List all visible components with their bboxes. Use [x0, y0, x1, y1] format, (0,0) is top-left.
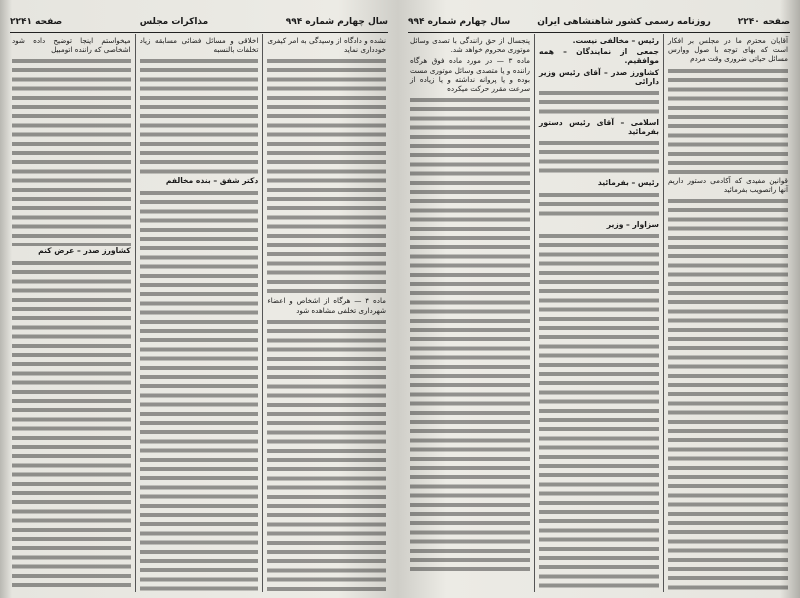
column [406, 34, 534, 592]
speaker-heading: کشاورز صدر – آقای رئیس وزیر دارائی [539, 67, 659, 86]
column [663, 34, 792, 592]
text-block [539, 138, 659, 178]
paragraph: ماده ۳ — در مورد ماده فوق هرگاه راننده و یا متصدی وسائل موتوری مست بوده و یا پروانه نداشته و یا زیاده از سرعت مقرر حرکت میکرده [410, 56, 530, 94]
paragraph: پنجسال از حق رانندگی با تصدی وسائل موتوری محروم خواهد شد. [410, 36, 530, 55]
speaker-heading: اسلامی – آقای رئیس دستور بفرمائید [539, 118, 659, 137]
right-page-columns [406, 34, 792, 592]
paragraph: ماده ۴ — هرگاه از اشخاص و اعضاء شهرداری تخلفی مشاهده شود [267, 296, 386, 315]
paragraph: قوانین مفیدی که آکادمی دستور داریم آنها راتصویب بفرمائید [668, 175, 788, 194]
text-block [267, 56, 386, 296]
speaker-heading: دکتر شفق – بنده مخالفم [165, 176, 259, 186]
section-title: مذاکرات مجلس [139, 17, 209, 27]
paragraph: اخلاقی و مسائل فضائی مسابقه زیاد تخلفات بالنسبه [139, 36, 259, 55]
paragraph: میخواستم اینجا توضیح داده شود اشخاصی که راننده اتومبیل [11, 36, 131, 55]
speaker-heading: رئیس – بفرمائید [597, 178, 659, 188]
text-block [267, 317, 386, 592]
text-block [12, 258, 131, 592]
speaker-heading: جمعی از نمایندگان – همه موافقیم. [539, 47, 659, 66]
column [534, 34, 663, 592]
page-number: صفحه ۲۲۴۰ [737, 17, 790, 27]
issue-number: سال چهارم شماره ۹۹۴ [408, 17, 511, 27]
paragraph: آقایان محترم ما در مجلس بر افکار است که بهای توجه با صول ووارس مسائل حیاتی ضروری وقت مردم [668, 36, 788, 64]
right-page-header [408, 14, 790, 33]
text-block [668, 66, 788, 176]
issue-number: سال چهارم شماره ۹۹۴ [285, 17, 388, 27]
speaker-heading: کشاورز صدر – عرض کنم [38, 246, 131, 256]
column [8, 34, 135, 592]
paragraph: نشده و دادگاه از وسیدگی به امر کیفری خودداری نماید [267, 36, 386, 55]
text-block [539, 190, 659, 220]
text-block [539, 231, 659, 592]
speaker-heading: سزاوار – وزیر [606, 219, 659, 229]
newspaper-title: روزنامه رسمی کشور شاهنشاهی ایران [537, 17, 711, 27]
left-page-columns [8, 34, 390, 592]
left-page [0, 0, 398, 598]
text-block [12, 56, 131, 246]
left-page-header [10, 14, 388, 33]
column [135, 34, 263, 592]
speaker-heading: رئیس – مخالفی نیست. [572, 36, 659, 45]
text-block [668, 196, 788, 592]
text-block [539, 88, 659, 118]
page-number: صفحه ۲۲۴۱ [10, 17, 63, 27]
right-page [398, 0, 800, 598]
column [262, 34, 390, 592]
text-block [140, 188, 259, 592]
text-block [140, 56, 259, 176]
text-block [410, 95, 530, 575]
